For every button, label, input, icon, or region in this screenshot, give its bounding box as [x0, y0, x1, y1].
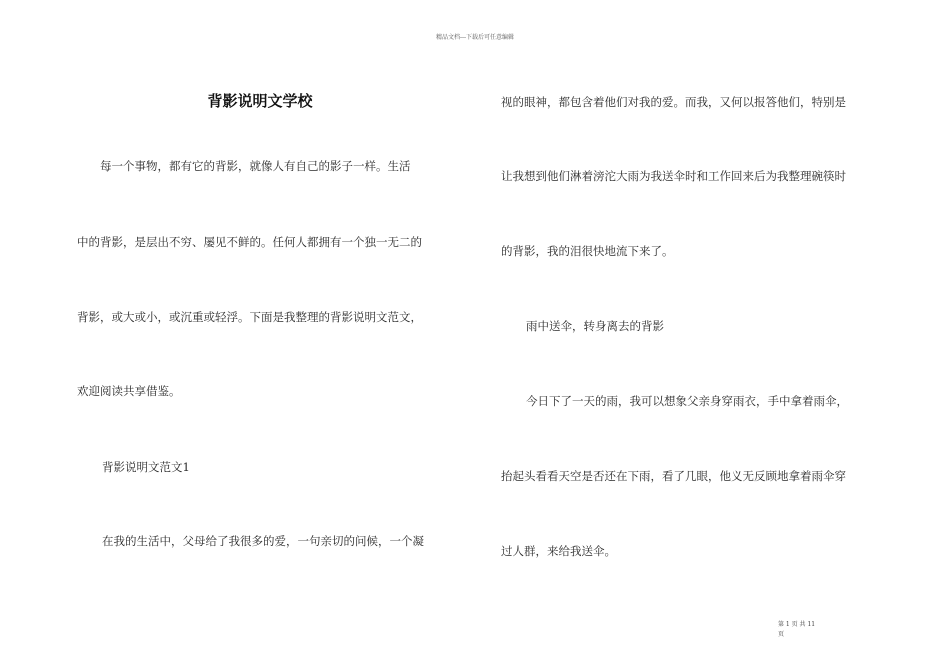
paragraph-line: 的背影，我的泪很快地流下来了。 — [501, 244, 674, 258]
paragraph-line: 在我的生活中，父母给了我很多的爱，一句亲切的问候，一个凝 — [102, 534, 424, 548]
paragraph-line: 今日下了一天的雨，我可以想象父亲身穿雨衣，手中拿着雨伞， — [526, 394, 848, 408]
paragraph-line: 每一个事物，都有它的背影，就像人有自己的影子一样。生活 — [100, 159, 411, 173]
section-heading: 背影说明文范文1 — [102, 460, 190, 474]
paragraph-line: 背影，或大或小，或沉重或轻浮。下面是我整理的背影说明文范文， — [77, 310, 422, 324]
page-title: 背影说明文学校 — [207, 92, 313, 110]
header-note: 精品文档---下载后可任意编辑 — [435, 34, 515, 41]
paragraph-line: 过人群，来给我送伞。 — [501, 544, 616, 558]
paragraph-line: 欢迎阅读共享借鉴。 — [77, 384, 181, 398]
page-number-line: 页 — [778, 631, 785, 638]
paragraph-line: 让我想到他们淋着滂沱大雨为我送伞时和工作回来后为我整理碗筷时 — [501, 169, 846, 183]
page-number-line: 第 1 页 共 11 — [778, 621, 816, 628]
section-heading: 雨中送伞，转身离去的背影 — [526, 319, 664, 333]
paragraph-line: 抬起头看看天空是否还在下雨，看了几眼，他义无反顾地拿着雨伞穿 — [501, 469, 846, 483]
paragraph-line: 视的眼神，都包含着他们对我的爱。而我，又何以报答他们，特别是 — [501, 95, 846, 109]
paragraph-line: 中的背影，是层出不穷、屡见不鲜的。任何人都拥有一个独一无二的 — [77, 235, 422, 249]
page-number — [778, 620, 815, 640]
